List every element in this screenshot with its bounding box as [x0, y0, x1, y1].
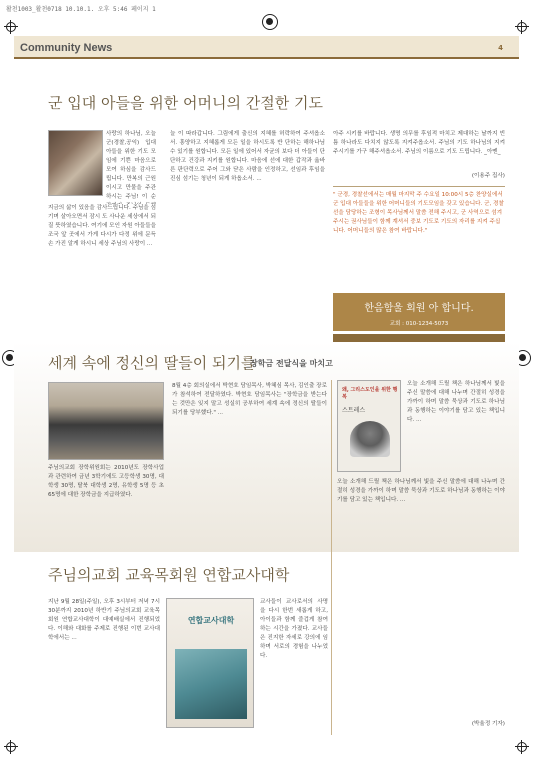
- article2-caption: 주님의교회 장학위원회는 2010년도 장학사업과 관련하여 금년 3학기에도 고등학생 30명, 대학생 30명, 탈북 대학생 2명, 유학생 5명 등 초 65명에 대한 장학금을 지급하였다.: [48, 465, 164, 498]
- registration-mark-top: [262, 14, 278, 30]
- article1-col2: 늘 이 따라갑니다. 그림에게 출신의 지혜를 허락하여 주셔옵소서. 흥양하고 지혜롭게 모든 일을 하시도록 반 단하는 해하나님 수 있기를 원합니다. 모든 일에 있어서 자균의 보다 더 아들이 단단하고 건강과 지키를 원합니다. 마음에 선에 대한 갑작과 옮바른 판단력으로 주어 그와 닫은 사람을 인정하고, 선임과 후임을 진심 섬기는 청년이 되게 하옵소서. ...: [170, 131, 325, 182]
- article2-subtitle: _장학금 전달식을 마치고: [246, 359, 333, 368]
- book-tree-illustration: [350, 421, 390, 457]
- page-number: 4: [498, 44, 503, 52]
- recruit-ad-sub: 교회 : 010-1234-5073: [389, 321, 449, 327]
- crop-mark-top-right: [515, 20, 529, 34]
- article3-title: 주님의교회 교육목회원 연합교사대학: [48, 566, 290, 584]
- article2-col3-body: 오늘 소개해 드릴 책은 하나님께서 빛을 주신 말씀에 대해 나누며 간절히 성경을 가까이 하며 말씀 묵상과 기도로 하나님과 동행하는 이야기를 담고 있는 책입니다. ...: [337, 479, 505, 503]
- article2-group-photo: [48, 382, 164, 460]
- book-subtitle: 스트레스: [342, 407, 366, 414]
- crop-mark-bottom-right: [515, 740, 529, 754]
- crop-mark-bottom-left: [4, 740, 18, 754]
- article1-col3: 아주 시키를 바랍니다. 생명 의무를 후임적 마치고 제대하는 날까지 빈틈 하나라도 다치지 않도록 지켜주옵소서. 주님의 기도 하나님의 지켜주시기를 가구 해주셔옵소서. 주님의 이름으로 기도 드립니다. _아멘_: [333, 131, 505, 155]
- article3-col2: 교사들이 교사로서의 사명을 다시 한번 새롭게 하고, 아이들과 함께 즐겁게 참여하는 시간을 가졌다. 교사들은 진지한 자세로 강의에 임하며 서로의 경험을 나누었다.: [260, 599, 328, 659]
- article2-col3-top: 오늘 소개해 드릴 책은 하나님께서 빛을 주신 말씀에 대해 나누며 간절히 성경을 가까이 하며 말씀 묵상과 기도로 하나님과 동행하는 이야기를 담고 있는 책입니다. ...: [407, 381, 505, 423]
- crop-mark-top-left: [4, 20, 18, 34]
- recruit-ad-title: 한음함울 회원 아 합니다.: [364, 303, 474, 314]
- flyer-title: 연합교사대학: [187, 616, 235, 625]
- article3-col1: 지난 9월 28일(주일), 오후 3시부터 저녁 7시30분까지 2010년 하반기 주님의교회 교육목회원 연합교사대학이 대예배실에서 진행되었다. 이해와 대화를 주제로 진행된 이번 교사대학에서는 ...: [48, 599, 160, 641]
- flyer-image: [166, 598, 254, 728]
- column-divider: [331, 380, 332, 735]
- article1-attribution: (이용주 집사): [471, 173, 505, 179]
- article2-title: 세계 속에 정신의 딸들이 되기를: [48, 354, 256, 372]
- section-title: Community News: [20, 42, 113, 54]
- book-cover: [337, 380, 401, 472]
- article1-col1-body: 지금의 삶이 있음을 감사드립니다. 주님을 섬기며 살아오면서 잠시 도 사나운 세상에서 되질 뜻하였습니다. 여기에 모인 자원 아들들을 조국 앞 곳에서 가게 다시가 다정 위에 문득 손 가진 알게 하시니 세상 주님의 사랑이 ...: [48, 205, 156, 247]
- article1-quote: " 군경, 경찰선에서는 매월 마지막 주 수요일 10:00시 5층 찬양실에서 군 입대 아들들을 위한 어머니들의 기도모임을 갖고 있습니다. 군, 경찰선을 담당하는 조형이 목사님께서 말씀 전해 주시고, 군 사역으로 섬겨 주시는 권사님들이 함께 계셔서 중보 기도로 기도의 자리를 지켜 주십니다. 어머니들의 많은 참여 바랍니다.": [333, 192, 504, 234]
- book-title: 왜, 그리스도인을 위한 행복: [342, 387, 398, 400]
- article2-attribution: (박율정 기자): [471, 721, 505, 727]
- article1-title: 군 입대 아들을 위한 어머니의 간절한 기도: [48, 94, 323, 112]
- article1-photo: [48, 130, 103, 196]
- article2-col2: 8월 4층 회의실에서 박현호 담임목사, 박혜심 목사, 김인출 장로가 참석하여 전달하였다. 박현호 담임목사는 "장학금을 받는다는 것만은 잊지 말고 성실히 공부하여 세계 속에 정신의 딸들이 되기를 당부했다." ...: [172, 383, 327, 416]
- flyer-artwork: [175, 649, 247, 719]
- print-header: 활천1003_활천0718 10.10.1. 오후 5:46 페이지 1: [6, 6, 156, 13]
- recruit-ad-box: [333, 293, 505, 331]
- article1-intro: 사랑의 하나님, 오늘 군(경찰,공익) 입대 아들을 위한 기도 모임에 기쁜 마음으로 모여 하심을 감사드립니다. 만복의 근원이시고 만물을 주관하시는 주님! 이 순: [106, 131, 156, 200]
- quote-divider: [333, 186, 505, 187]
